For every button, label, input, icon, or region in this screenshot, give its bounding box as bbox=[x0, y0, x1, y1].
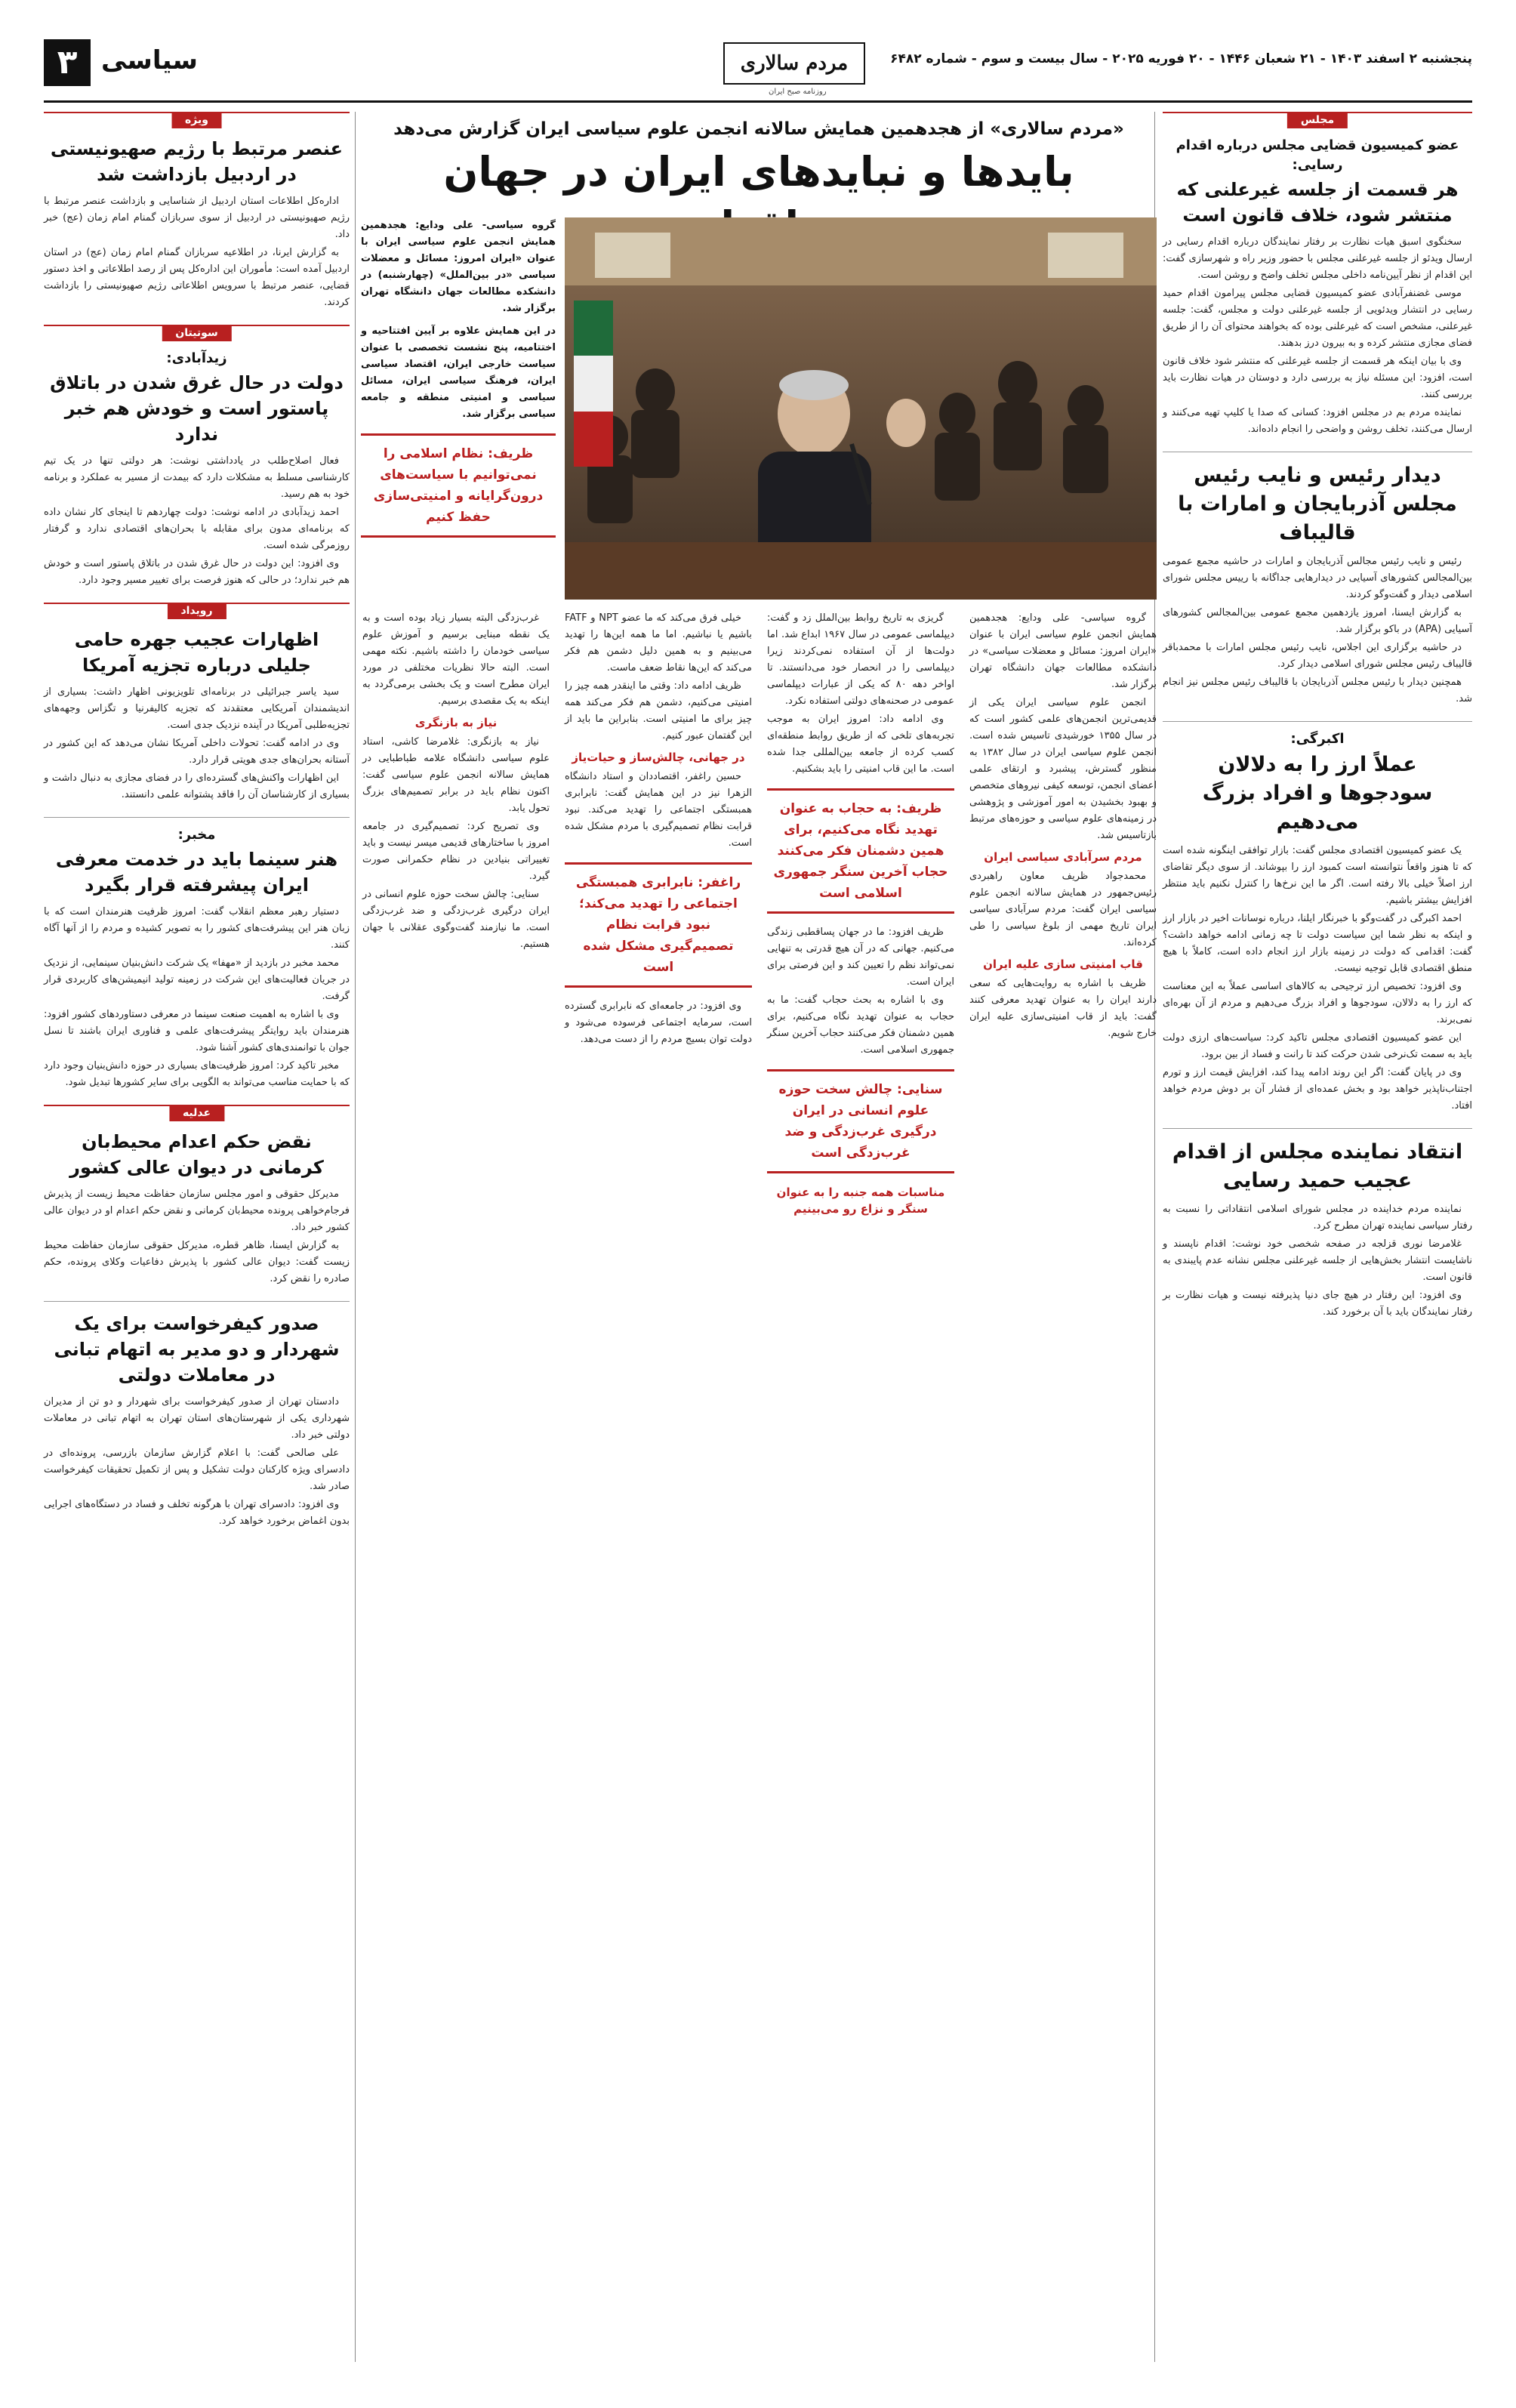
paragraph: نماینده مردم بم در مجلس افزود: کسانی که صدا یا کلیپ تهیه می‌کنند و ارسال می‌کنند، تخلف روشن و واضحی را انجام داده‌اند. bbox=[1163, 407, 1472, 435]
paragraph: گریزی به تاریخ روابط بین‌الملل زد و گفت: دیپلماسی عمومی در سال ۱۹۶۷ ابداع شد. اما دولت‌ها از آن استفاده نمی‌کردند زیرا دیپلماسی را در انحصار خود می‌دانستند. تا اواخر دهه ۸۰ که یکی از عبارات دیپلماسی عمومی در صحنه‌های دولتی استفاده نکرد. bbox=[767, 612, 955, 707]
paragraph: در حاشیه برگزاری این اجلاس، نایب رئیس مجلس امارات با محمدباقر قالیباف رئیس مجلس شورای اسلامی دیدار کرد. bbox=[1163, 642, 1472, 670]
paragraph: این عضو کمیسیون اقتصادی مجلس تاکید کرد: سیاست‌های ارزی دولت باید به سمت تک‌نرخی شدن حرکت کند تا رانت و فساد از بین برود. bbox=[1163, 1032, 1472, 1060]
paragraph: نماینده مردم خداینده در مجلس شورای اسلامی انتقاداتی را نسبت به رفتار سیاسی نماینده تهران مطرح کرد. bbox=[1163, 1204, 1472, 1232]
article-title: صدور کیفرخواست برای یک شهردار و دو مدیر به اتهام تبانی در معاملات دولتی bbox=[54, 1313, 340, 1386]
paragraph: به گزارش ایرنا، در اطلاعیه سربازان گمنام امام زمان (عج) در استان اردبیل آمده است: مأموران این اداره‌کل پس از رصد اطلاعاتی و اخذ دستور قضایی، عنصر مرتبط با سرویس اطلاعاتی رژیم صهیونیستی را بازداشت کردند. bbox=[44, 247, 350, 308]
paragraph: احمد اکبرگی در گفت‌وگو با خبرنگار ایلنا، درباره نوسانات اخیر در بازار ارز و اینکه به نظر شما این سیاست دولت تا چه زمانی ادامه خواهد داشت؟ گفت: اقدامی که دولت در زمینه بازار ارز انجام داده است، کاملاً با هیچ منطق اقتصادی قابل توجیه نیست. bbox=[1163, 913, 1472, 974]
article-kicker: زیدآبادی: bbox=[166, 350, 227, 366]
main-body-columns bbox=[361, 610, 1157, 2354]
paragraph: اداره‌کل اطلاعات استان اردبیل از شناسایی و بازداشت عنصر مرتبط با رژیم صهیونیستی در اردبیل از سوی سربازان گمنام امام زمان (عج) خبر داد. bbox=[44, 196, 350, 240]
subheading: قاب امنیتی سازی علیه ایران bbox=[983, 957, 1143, 971]
paragraph: فعال اصلاح‌طلب در یادداشتی نوشت: هر دولتی تنها در یک تیم کارشناسی مسلط به مشکلات دارد که بیمدت از مسیر به عملکرد و برنامه خود به هم رسید. bbox=[44, 455, 350, 500]
paragraph: وی افزود: تخصیص ارز ترجیحی به کالاهای اساسی عملاً به این معناست که ارز را به دلالان، سودجوها و افراد بزرگ می‌دهیم و مردم از آن بهره‌ای نمی‌برند. bbox=[1163, 981, 1472, 1025]
article-body bbox=[1163, 843, 1472, 1115]
article-title: عملاً ارز را به دلالان سودجوها و افراد بزرگ می‌دهیم bbox=[1202, 753, 1433, 834]
conference-photo bbox=[565, 217, 1157, 600]
article-title: دولت در حال غرق شدن در باتلاق پاستور است و خودش هم خبر ندارد bbox=[50, 372, 344, 445]
article-body bbox=[1163, 1201, 1472, 1321]
article-kicker: عضو کمیسیون قضایی مجلس درباره اقدام رسایی: bbox=[1176, 137, 1459, 173]
section-tag: ویژه bbox=[171, 112, 222, 128]
pull-quote: ظریف: به حجاب به عنوان تهدید نگاه می‌کنیم، برای همین دشمنان فکر می‌کنند حجاب آخرین سنگر جمهوری اسلامی است bbox=[767, 788, 954, 914]
pull-quote: سنایی: چالش سخت حوزه علوم انسانی در ایران درگیری غرب‌زدگی و ضد غرب‌زدگی است bbox=[767, 1069, 954, 1173]
article-mokhber-cinema bbox=[44, 817, 350, 1091]
main-story bbox=[361, 112, 1157, 2362]
paragraph: احمد زیدآبادی در ادامه نوشت: دولت چهاردهم تا اینجای کار نشان داده که برنامه‌ای مدون برای مقابله با بحران‌های اقتصادی ندارد و گرفتار روزمرگی شده است. bbox=[44, 507, 350, 551]
paragraph: ظریف ادامه داد: وقتی ما اینقدر همه چیز را امنیتی می‌کنیم، دشمن هم فکر می‌کند همه چیز برای ما امنیتی است. بنابراین ما باید از این گفتمان عبور کنیم. bbox=[565, 680, 752, 742]
paragraph: ظریف افزود: ما در جهان پساقطبی زندگی می‌کنیم. جهانی که در آن هیچ قدرتی به تنهایی نمی‌تواند نظم را تعیین کند و این فرصتی برای ایران است. bbox=[767, 927, 954, 988]
article-title: انتقاد نماینده مجلس از اقدام عجیب حمید رسایی bbox=[1172, 1140, 1463, 1192]
subheading: مردم سرآبادی سیاسی ایران bbox=[984, 850, 1142, 864]
paragraph: موسی غضنفرآبادی عضو کمیسیون قضایی مجلس پیرامون اقدام حمید رسایی در انتشار ویدئویی از جلسه غیرعلنی دولت و مجلس، گفت: جلسه غیرعلنی، مشخص است که غیرعلنی بوده که بخواهند محتوای آن را از طریق فضای مجازی منتشر کرده و به بیرون درز بدهند. bbox=[1163, 288, 1472, 349]
paragraph: در این همایش علاوه بر آیین افتتاحیه و اختتامیه، پنج نشست تخصصی با عنوان سیاست خارجی ایران، اقتصاد سیاسی ایران، فرهنگ سیاسی ایران، مسائل سیاسی و امنیتی منطقه و جامعه سیاسی برگزار شد. bbox=[361, 325, 556, 420]
article-title: نقض حکم اعدام محیط‌بان کرمانی در دیوان عالی کشور bbox=[69, 1131, 324, 1178]
paragraph: مخبر تاکید کرد: امروز ظرفیت‌های بسیاری در حوزه دانش‌بنیان وجود دارد که با حمایت مناسب می‌تواند به الگویی برای سایر کشورها تبدیل شود. bbox=[44, 1060, 350, 1088]
section-tag: مجلس bbox=[1287, 112, 1348, 128]
main-title: بایدها و نبایدهای ایران در جهان bbox=[443, 148, 1074, 196]
photo-illustration bbox=[565, 217, 1157, 600]
article-ranger-verdict bbox=[44, 1105, 350, 1287]
paragraph: به گزارش ایسنا، امروز یازدهمین مجمع عمومی بین‌المجالس کشورهای آسیایی (APA) در باکو برگزار شد. bbox=[1163, 607, 1472, 635]
section-title: سیاسی bbox=[101, 45, 198, 76]
pull-quote: ظریف: نظام اسلامی را نمی‌توانیم با سیاست‌های درون‌گرایانه و امنیتی‌سازی حفظ کنیم bbox=[361, 433, 556, 538]
article-body bbox=[1163, 553, 1472, 708]
article-rasaei-criticism bbox=[1163, 1128, 1472, 1321]
paragraph: ظریف با اشاره به روایت‌هایی که سعی دارند ایران را به عنوان تهدید معرفی کنند گفت: باید از قاب امنیتی‌سازی علیه ایران خارج شویم. bbox=[969, 978, 1157, 1039]
logo-subtitle: روزنامه صبح ایران bbox=[769, 88, 827, 96]
paragraph: سنایی: چالش سخت حوزه علوم انسانی در ایران درگیری غرب‌زدگی و ضد غرب‌زدگی است. ما نیازمند گفت‌وگوی عقلانی با جهان هستیم. bbox=[362, 889, 550, 950]
left-column bbox=[44, 112, 350, 2362]
article-currency bbox=[1163, 721, 1472, 1115]
paragraph: سخنگوی اسبق هیات نظارت بر رفتار نمایندگان درباره اقدام رسایی در ارسال ویدئو از جلسه غیرعلنی مجلس با حضور وزیر راه و شهرسازی گفت: این اقدام از نظر آیین‌نامه داخلی مجلس تخلف واضح و روشن است. bbox=[1163, 236, 1472, 281]
paragraph: سید یاسر جبرائیلی در برنامه‌ای تلویزیونی اظهار داشت: بسیاری از اندیشمندان آمریکایی معتقدند که تجزیه کالیفرنیا و تگزاس وجهه‌های تجزیه‌طلبی آمریکا در آینده نزدیک جدی است. bbox=[44, 686, 350, 731]
paragraph: نیاز به بازنگری: غلامرضا کاشی، استاد علوم سیاسی دانشگاه علامه طباطبایی در همایش سالانه انجمن علوم سیاسی گفت: اکنون نظام باید در برابر تصمیم‌های بزرگ تحول یابد. bbox=[362, 736, 550, 814]
section-tag: سوتیتان bbox=[162, 325, 231, 341]
main-kicker: «مردم سالاری» از هجدهمین همایش سالانه انجمن علوم سیاسی ایران گزارش می‌دهد bbox=[393, 119, 1124, 139]
article-zeidabadi bbox=[44, 325, 350, 589]
main-col-4 bbox=[362, 610, 550, 954]
main-col-2 bbox=[767, 610, 954, 1220]
lead-text bbox=[361, 217, 556, 423]
main-col-1 bbox=[969, 610, 1157, 1044]
paragraph: این اظهارات واکنش‌های گسترده‌ای را در فضای مجازی به دنبال داشت و بسیاری از کارشناسان آن را فاقد پشتوانه علمی دانستند. bbox=[44, 772, 350, 800]
paragraph: محمد مخبر در بازدید از «مهفا» یک شرکت دانش‌بنیان سینمایی، از نزدیک در جریان فعالیت‌های این شرکت در زمینه تولید انیمیشن‌های کاربردی قرار گرفت. bbox=[44, 957, 350, 1002]
paragraph: گروه سیاسی- علی ودایع: هجدهمین همایش انجمن علوم سیاسی ایران با عنوان «ایران امروز: مسائل و معضلات سیاسی» در دانشکده مطالعات جهان دانشگاه تهران برگزار شد. bbox=[969, 612, 1157, 690]
paragraph: همچنین دیدار با رئیس مجلس آذربایجان با قالیباف رئیس مجلس نیز انجام شد. bbox=[1163, 677, 1472, 705]
article-title: هر قسمت از جلسه غیرعلنی که منتشر شود، خلاف قانون است bbox=[1176, 179, 1459, 226]
subheading: در جهانی، چالش‌ساز و حیات‌یاز bbox=[572, 751, 745, 764]
article-judiciary-commission bbox=[1163, 112, 1472, 438]
paragraph: وی با اشاره به بحث حجاب گفت: ما به حجاب به عنوان تهدید نگاه می‌کنیم، برای همین دشمنان فکر می‌کنند حجاب آخرین سنگر جمهوری اسلامی است. bbox=[767, 994, 954, 1056]
article-qalibaf-meeting bbox=[1163, 452, 1472, 708]
paragraph: وی در پایان گفت: اگر این روند ادامه پیدا کند، افزایش قیمت ارز و تورم اجتناب‌ناپذیر خواهد بود و بخش عمده‌ای از فشار آن بر دوش مردم خواهد افتاد. bbox=[1163, 1067, 1472, 1112]
paragraph: علی صالحی گفت: با اعلام گزارش سازمان بازرسی، پرونده‌ای در دادسرای ویژه کارکنان دولت تشکیل و پس از تکمیل تحقیقات کیفرخواست صادر شد. bbox=[44, 1448, 350, 1492]
paragraph: وی افزود: این دولت در حال غرق شدن در باتلاق پاستور است و خودش هم خبر ندارد؛ در حالی که هنوز فرصت برای تغییر مسیر وجود دارد. bbox=[44, 558, 350, 586]
article-mayor-indictment bbox=[44, 1301, 350, 1530]
paragraph: وی افزود: دادسرای تهران با هرگونه تخلف و فساد در دستگاه‌های اجرایی بدون اغماض برخورد خواهد کرد. bbox=[44, 1499, 350, 1527]
paragraph: دادستان تهران از صدور کیفرخواست برای شهردار و دو تن از مدیران شهرداری یکی از شهرستان‌های استان تهران به اتهام تبانی در معاملات دولتی خبر داد. bbox=[44, 1396, 350, 1441]
article-ardabil-arrest bbox=[44, 112, 350, 311]
article-title: عنصر مرتبط با رژیم صهیونیستی در اردبیل بازداشت شد bbox=[50, 138, 344, 185]
paragraph: رئیس و نایب رئیس مجالس آذربایجان و امارات در حاشیه مجمع عمومی بین‌المجالس کشورهای آسیایی در دیدارهایی جداگانه با رییس مجلس شورای اسلامی دیدار و گفت‌وگو کردند. bbox=[1163, 556, 1472, 600]
article-title: اظهارات عجیب جهره حامی جلیلی درباره تجزیه آمریکا bbox=[74, 629, 319, 676]
article-kicker: مخبر: bbox=[177, 827, 216, 843]
paragraph: یک عضو کمیسیون اقتصادی مجلس گفت: بازار توافقی اینگونه شده است که تا هنوز واقعاً نتوانسته است کمبود ارز را بپوشاند. از سوی دیگر تقاضای ارز اصلاً خیلی بالا رفته است. اگر ما این نرخ‌ها را کنترل نکنیم باید منتظر افزایش بیشتر باشیم. bbox=[1163, 845, 1472, 906]
article-title: هنر سینما باید در خدمت معرفی ایران پیشرفته قرار بگیرد bbox=[55, 849, 338, 896]
paragraph: وی با اشاره به اهمیت صنعت سینما در معرفی دستاوردهای کشور افزود: هنرمندان باید روایتگر پیشرفت‌های علمی و فناوری ایران باشند تا نسل جوان با توانمندی‌های کشور آشنا شود. bbox=[44, 1009, 350, 1053]
column-divider bbox=[355, 112, 356, 2362]
subheading: مناسبات همه جنبه را به عنوان سنگر و نزاع رو می‌بینیم bbox=[776, 1186, 945, 1216]
main-col-3 bbox=[565, 610, 752, 1050]
section-tag: رویداد bbox=[167, 603, 226, 619]
main-lead bbox=[361, 217, 556, 548]
paragraph: به گزارش ایسنا، ظاهر قطره، مدیرکل حقوقی سازمان حفاظت محیط زیست گفت: دیوان عالی کشور با پذیرش دفاعیات وکلای پرونده، حکم صادره را نقض کرد. bbox=[44, 1240, 350, 1284]
paragraph: گروه سیاسی- علی ودایع: هجدهمین همایش انجمن علوم سیاسی ایران با عنوان «ایران امروز: مسائل و معضلات سیاسی «در بین‌الملل» (چهارشنبه) در دانشکده مطالعات جهان دانشگاه تهران برگزار شد. bbox=[361, 220, 556, 314]
subheading: نیاز به بازنگری bbox=[414, 716, 498, 729]
paragraph: وی افزود: در جامعه‌ای که نابرابری گسترده است، سرمایه اجتماعی فرسوده می‌شود و دولت توان بسیج مردم را از دست می‌دهد. bbox=[565, 1001, 752, 1045]
paragraph: وی ادامه داد: امروز ایران به موجب تجربه‌های تلخی که از طریق روابط منطقه‌ای کسب کرده از جامعه بین‌المللی جدا شده است. ما این قاب امنیتی را باید بشکنیم. bbox=[767, 714, 954, 775]
article-title: دیدار رئیس و نایب رئیس مجلس آذربایجان و امارات با قالیباف bbox=[1178, 464, 1457, 544]
paragraph: حسین راغفر، اقتصاددان و استاد دانشگاه الزهرا نیز در این همایش گفت: نابرابری همبستگی اجتماعی را تهدید می‌کند. نبود قرابت نظام تصمیم‌گیری با مردم مشکل شده است. bbox=[565, 771, 752, 849]
paragraph: وی با بیان اینکه هر قسمت از جلسه غیرعلنی که منتشر شود خلاف قانون است، افزود: این مسئله نیاز به بررسی دارد و دوستان در هیات نظارت باید بررسی کنند. bbox=[1163, 356, 1472, 400]
section-tag: عدلیه bbox=[169, 1105, 224, 1121]
dateline: پنجشنبه ۲ اسفند ۱۴۰۳ - ۲۱ شعبان ۱۴۴۶ - ۲۰ فوریه ۲۰۲۵ - سال بیست و سوم - شماره ۶۴۸۲ bbox=[890, 51, 1472, 66]
paragraph: خیلی فرق می‌کند که ما عضو NPT و FATF باشیم یا نباشیم. اما ما همه این‌ها را تهدید می‌بینیم و به همین دلیل دشمن هم فکر می‌کند که این‌ها نقاط ضعف ماست. bbox=[565, 612, 752, 674]
paragraph: انجمن علوم سیاسی ایران یکی از قدیمی‌ترین انجمن‌های علمی کشور است که در سال ۱۳۵۵ خورشیدی تاسیس شده است. انجمن علوم سیاسی ایران در سال ۱۳۸۲ به منظور گسترش، پیشبرد و ارتقای علمی اعضای انجمن، توسعه کیفی نیروهای متخصص و بهبود بخشیدن به امور آموزشی و پژوهشی در زمینه‌های علوم سیاسی و حوزه‌های مرتبط بازتاسیس شد. bbox=[969, 697, 1157, 841]
paragraph: وی تصریح کرد: تصمیم‌گیری در جامعه امروز با ساختارهای قدیمی میسر نیست و باید تغییراتی بنیادین در نظام حکمرانی صورت گیرد. bbox=[362, 821, 550, 882]
article-kicker: اکبرگی: bbox=[1290, 731, 1345, 747]
paragraph: محمدجواد ظریف معاون راهبردی رئیس‌جمهور در همایش سالانه انجمن علوم سیاسی ایران گفت: مردم سرآبادی سیاسی ایران تاریخ مهمی از بلوغ سیاسی را طی کرده‌اند. bbox=[969, 871, 1157, 948]
page-header bbox=[44, 36, 1472, 103]
paragraph: مدیرکل حقوقی و امور مجلس سازمان حفاظت محیط زیست از پذیرش فرجام‌خواهی پرونده محیط‌بان کرمانی و نقض حکم اعدام او در دیوان عالی کشور خبر داد. bbox=[44, 1189, 350, 1233]
pull-quote: راغفر: نابرابری همبستگی اجتماعی را تهدید می‌کند؛ نبود قرابت نظام تصمیم‌گیری مشکل شده است bbox=[565, 862, 752, 988]
paragraph: وی در ادامه گفت: تحولات داخلی آمریکا نشان می‌دهد که این کشور در آستانه بحران‌های جدی هویتی قرار دارد. bbox=[44, 738, 350, 766]
newspaper-logo: مردم سالاری bbox=[723, 42, 865, 85]
paragraph: غلامرضا نوری قزلجه در صفحه شخصی خود نوشت: اقدام ناپسند و ناشایست انتشار بخش‌هایی از جلسه غیرعلنی مجلس نشانه عدم پایبندی به قانون است. bbox=[1163, 1238, 1472, 1283]
article-jabbaraili bbox=[44, 603, 350, 803]
article-body bbox=[1163, 234, 1472, 438]
paragraph: دستیار رهبر معظم انقلاب گفت: امروز ظرفیت هنرمندان است که با زبان هنر این پیشرفت‌های کشور را به تصویر کشیده و مردم را از آنها آگاه کنند. bbox=[44, 906, 350, 951]
right-column bbox=[1163, 112, 1472, 2362]
page-number: ۳ bbox=[44, 39, 91, 86]
paragraph: غرب‌زدگی البته بسیار زیاد بوده است و به یک نقطه مبنایی برسیم و آموزش علوم سیاسی خودمان را داشته باشیم. نکته مهمی است. البته حالا نظریات مختلفی در مورد ایران مطرح است و یک بخشی برمی‌گردد به اینکه به یک مقصدی برسیم. bbox=[362, 612, 550, 707]
paragraph: وی افزود: این رفتار در هیچ جای دنیا پذیرفته نیست و هیات نظارت بر رفتار نمایندگان باید با آن برخورد کند. bbox=[1163, 1290, 1472, 1318]
